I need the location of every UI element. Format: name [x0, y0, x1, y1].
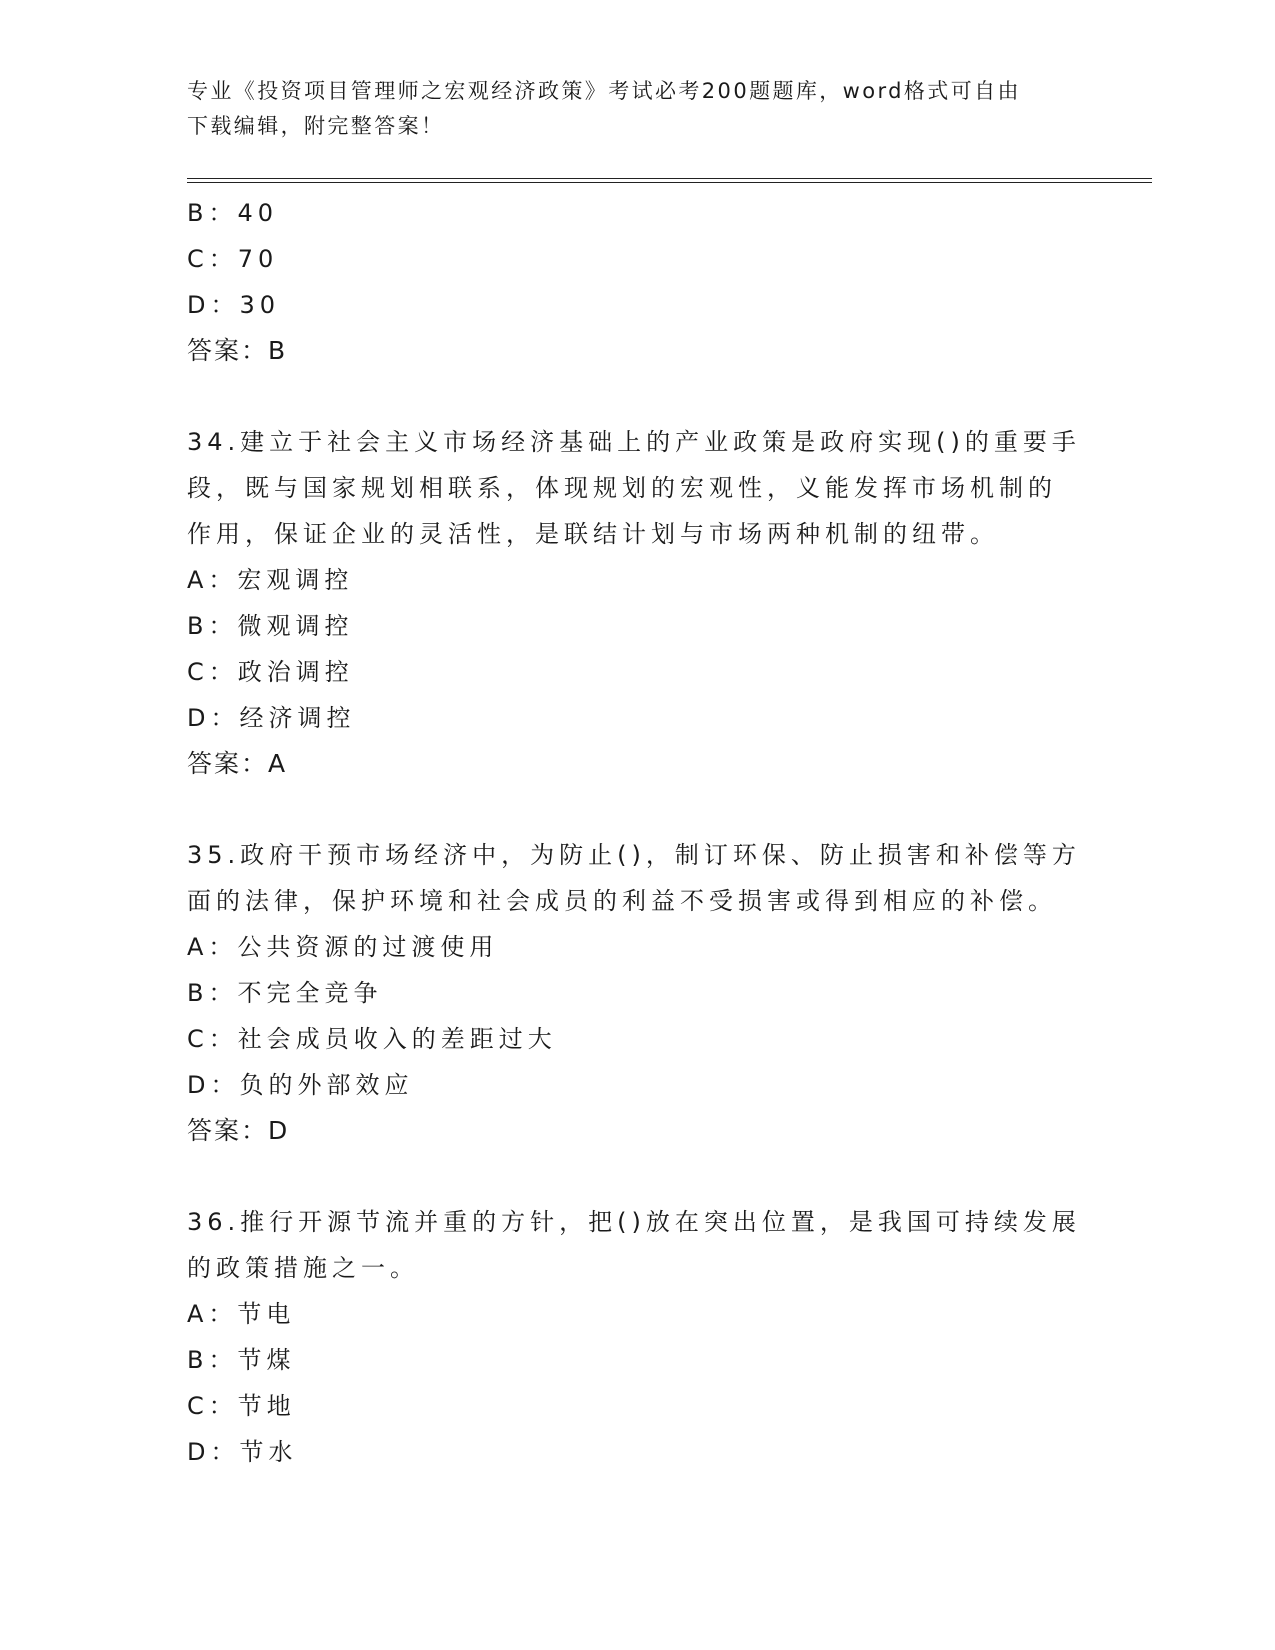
question-text-line: 面的法律，保护环境和社会成员的利益不受损害或得到相应的补偿。: [187, 887, 1057, 915]
question-34: [187, 419, 1087, 787]
answer: 答案：D: [187, 1116, 290, 1145]
option-c: C：政治调控: [187, 658, 354, 686]
header-line-1: 专业《投资项目管理师之宏观经济政策》考试必考200题题库，word格式可自由: [187, 79, 1021, 103]
option-d: D：经济调控: [187, 704, 356, 732]
question-text-line: 段，既与国家规划相联系，体现规划的宏观性，义能发挥市场机制的: [187, 474, 1057, 502]
question-text-line: 的政策措施之一。: [187, 1254, 419, 1282]
header-line-2: 下载编辑，附完整答案！: [187, 114, 445, 138]
option-a: A：宏观调控: [187, 566, 354, 594]
option-a: A：公共资源的过渡使用: [187, 933, 499, 961]
question-36: [187, 1199, 1087, 1475]
option-b: B：不完全竞争: [187, 979, 383, 1007]
option-d: D：节水: [187, 1438, 298, 1466]
option-d: D：30: [187, 291, 281, 319]
option-c: C：70: [187, 245, 279, 273]
question-text-line: 36.推行开源节流并重的方针，把()放在突出位置，是我国可持续发展: [187, 1208, 1081, 1236]
question-text-line: 34.建立于社会主义市场经济基础上的产业政策是政府实现()的重要手: [187, 428, 1081, 456]
document-header: [187, 74, 1087, 144]
question-33: [187, 190, 1087, 374]
option-a: A：节电: [187, 1300, 296, 1328]
option-c: C：节地: [187, 1392, 296, 1420]
question-35: [187, 832, 1087, 1154]
option-b: B：40: [187, 199, 279, 227]
option-b: B：微观调控: [187, 612, 354, 640]
answer: 答案：B: [187, 336, 288, 365]
option-d: D：负的外部效应: [187, 1071, 414, 1099]
option-b: B：节煤: [187, 1346, 296, 1374]
option-c: C：社会成员收入的差距过大: [187, 1025, 557, 1053]
header-divider: [187, 178, 1152, 183]
question-text-line: 作用，保证企业的灵活性，是联结计划与市场两种机制的纽带。: [187, 520, 999, 548]
answer: 答案：A: [187, 749, 288, 778]
question-text-line: 35.政府干预市场经济中，为防止()，制订环保、防止损害和补偿等方: [187, 841, 1081, 869]
question-list: [187, 190, 1087, 1475]
